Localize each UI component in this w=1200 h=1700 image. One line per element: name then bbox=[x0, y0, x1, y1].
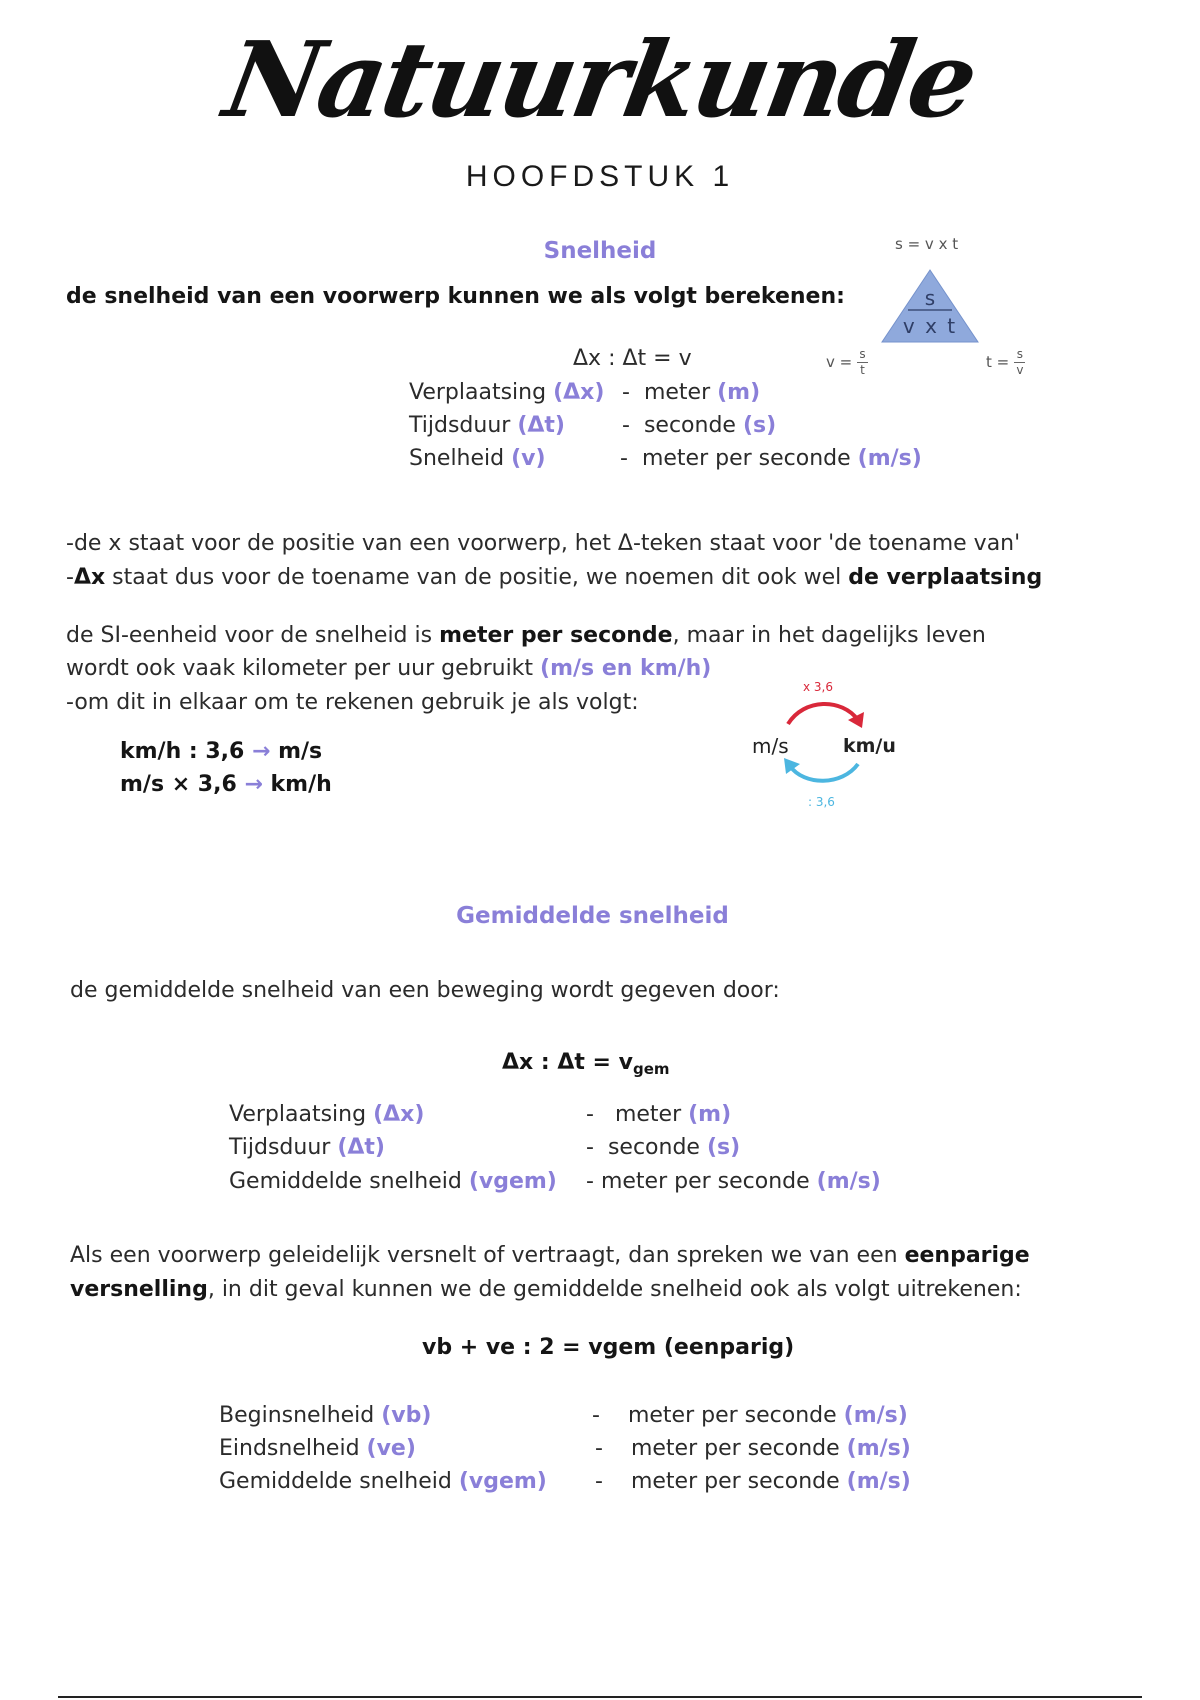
table-row-unit: - meter per seconde (m/s) bbox=[586, 1169, 881, 1194]
si-unit-line1: de SI-eenheid voor de snelheid is meter per seconde, maar in het dagelijks leven bbox=[66, 623, 986, 648]
table-row-unit: - meter per seconde (m/s) bbox=[595, 1469, 911, 1494]
table-row: Gemiddelde snelheid (vgem) bbox=[219, 1469, 547, 1494]
cycle-right-label: km/u bbox=[843, 735, 896, 757]
table-row-unit: - meter per seconde (m/s) bbox=[592, 1403, 908, 1428]
table-row: Tijdsduur (Δt) bbox=[409, 413, 565, 438]
triangle-v-formula: v = $\frac{s}{t}$ bbox=[826, 347, 866, 377]
section-heading-snelheid: Snelheid bbox=[543, 238, 657, 264]
table-row: Verplaatsing (Δx) bbox=[409, 380, 605, 405]
eenparig-para-line2: versnelling, in dit geval kunnen we de gemiddelde snelheid ook als volgt uitrekenen: bbox=[70, 1277, 1022, 1302]
si-unit-line3: -om dit in elkaar om te rekenen gebruik je als volgt: bbox=[66, 690, 639, 715]
snelheid-formula: Δx : Δt = v bbox=[573, 346, 692, 371]
section-heading-gemiddelde-snelheid: Gemiddelde snelheid bbox=[456, 903, 729, 929]
page-bottom-divider bbox=[58, 1696, 1142, 1698]
table-row-unit: - seconde (s) bbox=[622, 413, 777, 438]
triangle-top-formula: s = v x t bbox=[895, 235, 959, 253]
page-subtitle: HOOFDSTUK 1 bbox=[465, 160, 735, 193]
page-title: Natuurkunde bbox=[216, 18, 984, 141]
triangle-t-formula: t = $\frac{s}{v}$ bbox=[986, 347, 1024, 377]
gemiddelde-intro: de gemiddelde snelheid van een beweging wordt gegeven door: bbox=[70, 978, 780, 1003]
table-row: Beginsnelheid (vb) bbox=[219, 1403, 432, 1428]
cycle-left-label: m/s bbox=[752, 734, 789, 758]
table-row: Gemiddelde snelheid (vgem) bbox=[229, 1169, 557, 1194]
table-row-unit: - seconde (s) bbox=[586, 1135, 741, 1160]
table-row: Tijdsduur (Δt) bbox=[229, 1135, 385, 1160]
table-row-unit: - meter per seconde (m/s) bbox=[595, 1436, 911, 1461]
triangle-top-label: s bbox=[924, 286, 936, 310]
conversion-kmh-to-ms: km/h : 3,6 → m/s bbox=[120, 739, 323, 764]
table-row-unit: - meter (m) bbox=[586, 1102, 732, 1127]
note-position: -de x staat voor de positie van een voorwerp, het Δ-teken staat voor 'de toename van' bbox=[66, 531, 1021, 556]
snelheid-intro: de snelheid van een voorwerp kunnen we als volgt berekenen: bbox=[66, 284, 845, 309]
cycle-top-label: x 3,6 bbox=[803, 680, 833, 694]
note-verplaatsing: -Δx staat dus voor de toename van de positie, we noemen dit ook wel de verplaatsing bbox=[66, 565, 1043, 590]
si-unit-line2: wordt ook vaak kilometer per uur gebruikt (m/s en km/h) bbox=[66, 656, 712, 681]
table-row: Snelheid (v) bbox=[409, 446, 546, 471]
table-row: Eindsnelheid (ve) bbox=[219, 1436, 416, 1461]
table-row-unit: - meter per seconde (m/s) bbox=[620, 446, 922, 471]
cycle-bottom-label: : 3,6 bbox=[808, 795, 835, 809]
conversion-ms-to-kmh: m/s × 3,6 → km/h bbox=[120, 772, 332, 797]
triangle-bottom-label: v x t bbox=[902, 314, 958, 338]
gemiddelde-formula: Δx : $\Delta t = v_{gem}$ bbox=[502, 1050, 670, 1078]
table-row: Verplaatsing (Δx) bbox=[229, 1102, 425, 1127]
eenparig-para-line1: Als een voorwerp geleidelijk versnelt of vertraagt, dan spreken we van een eenparige bbox=[70, 1243, 1030, 1268]
eenparig-formula: vb + ve : 2 = vgem (eenparig) bbox=[422, 1335, 795, 1360]
table-row-unit: - meter (m) bbox=[622, 380, 761, 405]
